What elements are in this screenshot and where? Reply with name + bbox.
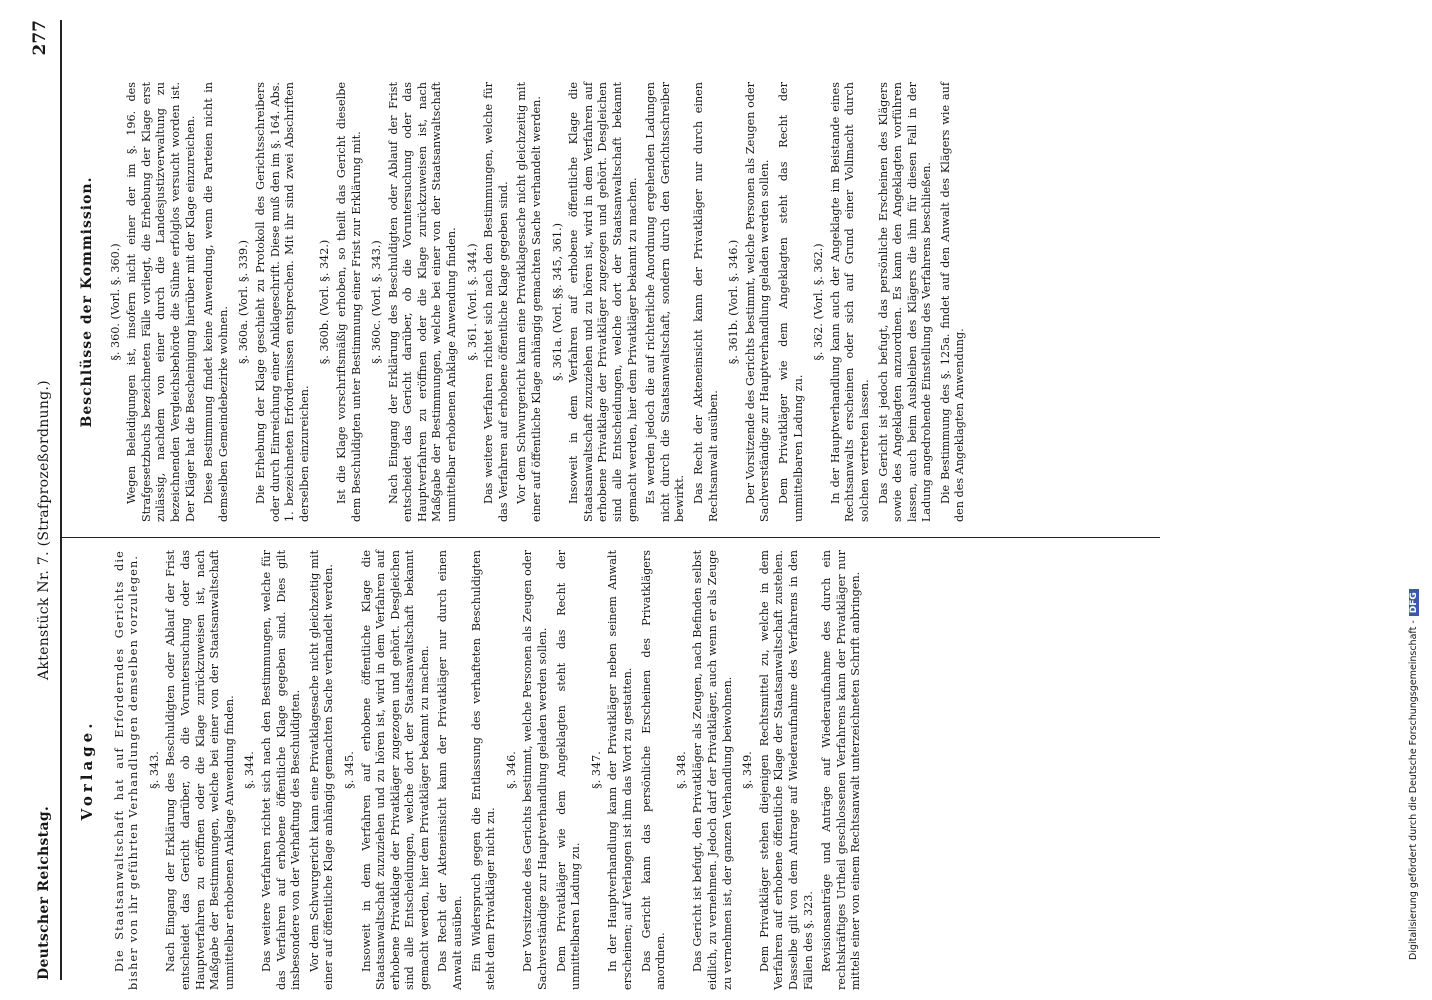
section-paragraph: Das Gericht kann das persönliche Erscheinen des Privatklägers anordnen. — [639, 550, 668, 990]
section-paragraph: Nach Eingang der Erklärung des Beschuldigten oder Ablauf der Frist entscheidet das Gericht darüber, ob die Voruntersuchung oder das Hauptverfahren zu eröffnen oder die Klage zurückzuweisen ist, nach Maßgabe der Bestimmungen, welche bei einer von der Staatsanwaltschaft unmittelbar erhobenen Anklage Anwendung finden. — [164, 550, 236, 990]
section-heading: §. 361b. (Vorl. §. 346.) — [727, 239, 741, 365]
section-heading: §. 346. — [504, 751, 518, 789]
left-column-title: Vorlage. — [78, 719, 96, 821]
section-heading: §. 360b. (Vorl. §. 342.) — [318, 239, 332, 365]
section-paragraph: Vor dem Schwurgericht kann eine Privatklagesache nicht gleichzeitig mit einer auf öffentliche Klage anhängig gemachten Sache verhandelt werden. — [515, 82, 544, 522]
section-heading: §. 345. — [342, 751, 356, 789]
section-heading: §. 360a. (Vorl. §. 339.) — [237, 240, 251, 365]
header-rule — [60, 20, 62, 980]
section-paragraph: In der Hauptverhandlung kann auch der Angeklagte im Beistande eines Rechtsanwalts erscheinen oder sich auf Grund einer Vollmacht durch solchen vertreten lassen. — [828, 82, 871, 522]
left-sections — [148, 550, 864, 990]
header-left: Deutscher Reichstag. — [36, 805, 52, 980]
section-paragraph: Ist die Klage vorschriftsmäßig erhoben, so theilt das Gericht dieselbe dem Beschuldigten unter Bestimmung einer Frist zur Erklärung mit. — [334, 82, 363, 522]
right-column — [68, 82, 972, 522]
section-heading: §. 360c. (Vorl. §. 343.) — [370, 240, 384, 364]
section-paragraph: Revisionsanträge und Anträge auf Wiederaufnahme des durch ein rechtskräftiges Urtheil geschlossenen Verfahrens kann der Privatkläger nur mittels einer von einem Rechtsanwalt unterzeichneten Schrift anbringen. — [820, 550, 863, 990]
section-paragraph: In der Hauptverhandlung kann der Privatkläger neben seinem Anwalt erscheinen; auf Verlangen ist ihm das Wort zu gestatten. — [606, 550, 634, 990]
section-paragraph: Das Gericht ist befugt, den Privatkläger als Zeugen, nach Befinden selbst eidlich, zu vernehmen. Jedoch darf der Privatkläger, auch wenn er als Zeuge zu vernehmen ist, der ganzen Verhandlung beiwohnen. — [691, 550, 734, 990]
section-paragraph: Diese Bestimmung findet keine Anwendung, wenn die Parteien nicht in demselben Gemeindebezirke wohnen. — [202, 82, 230, 522]
section-paragraph: Der Vorsitzende des Gerichts bestimmt, welche Personen als Zeugen oder Sachverständige zur Hauptverhandlung geladen werden sollen. — [521, 550, 550, 990]
digitization-stamp — [1408, 40, 1419, 960]
page-number: 277 — [30, 20, 50, 56]
section-heading: §. 362. (Vorl. §. 362.) — [812, 243, 826, 361]
section-paragraph: Insoweit in dem Verfahren auf erhobene öffentliche Klage die Staatsanwaltschaft zuzuziehen und zu hören ist, wird in dem Verfahren auf erhobene Privatklage der Privatkläger zugezogen und gehört. Desgleichen sind alle Entscheidungen, welche dort der Staatsanwaltschaft bekannt gemacht werden, hier dem Privatkläger bekannt zu machen. — [567, 82, 639, 522]
section-paragraph: Das weitere Verfahren richtet sich nach den Bestimmungen, welche für das Verfahren auf erhobene öffentliche Klage gegeben sind. — [482, 82, 510, 522]
section-paragraph: Der Vorsitzende des Gerichts bestimmt, welche Personen als Zeugen oder Sachverständige zur Hauptverhandlung geladen werden sollen. — [743, 82, 772, 522]
section-heading: §. 360. (Vorl. §. 360.) — [108, 243, 122, 361]
section-heading: §. 347. — [589, 751, 603, 789]
section-paragraph: Das Recht der Akteneinsicht kann der Privatkläger nur durch einen Rechtsanwalt ausüben. — [691, 82, 720, 522]
section-heading: §. 361. (Vorl. §. 344.) — [465, 243, 479, 361]
section-paragraph: Die Bestimmung des §. 125a. findet auf den Anwalt des Klägers wie auf den des Angeklagten Anwendung. — [938, 82, 967, 522]
intro-paragraph: Die Staatsanwaltschaft hat auf Erforderndes Gerichts die bisher von ihr geführten Verhandlungen demselben vorzulegen. — [112, 550, 141, 990]
section-paragraph: Insoweit in dem Verfahren auf erhobene öffentliche Klage die Staatsanwaltschaft zuzuziehen und zu hören ist, wird in dem Verfahren auf erhobene Privatklage der Privatkläger zugezogen und gehört. Desgleichen sind alle Entscheidungen, welche dort der Staatsanwaltschaft bekannt gemacht werden, hier dem Privatkläger bekannt zu machen. — [359, 550, 431, 990]
section-paragraph: Ein Widerspruch gegen die Entlassung des verhafteten Beschuldigten steht dem Privatkläger nicht zu. — [469, 550, 498, 990]
section-paragraph: Die Erhebung der Klage geschieht zu Protokoll des Gerichtsschreibers oder durch Einreichung einer Anklageschrift. Diese muß den im §. 164. Abs. 1. bezeichneten Erfordernissen entsprechen. Mit ihr sind zwei Abschriften derselben einzureichen. — [253, 82, 311, 522]
section-paragraph: Dem Privatkläger stehen diejenigen Rechtsmittel zu, welche in dem Verfahren auf erhobene öffentliche Klage der Staatsanwaltschaft zustehen. Dasselbe gilt von dem Antrage auf Wiederaufnahme des Verfahrens in den Fällen des §. 323. — [757, 550, 815, 990]
section-paragraph: Es werden jedoch die auf richterliche Anordnung ergehenden Ladungen nicht durch die Staatsanwaltschaft, sondern durch den Gerichtsschreiber bewirkt. — [644, 82, 687, 522]
section-paragraph: Dem Privatkläger wie dem Angeklagten steht das Recht der unmittelbaren Ladung zu. — [776, 82, 805, 522]
stamp-text: Digitalisierung gefördert durch die Deutsche Forschungsgemeinschaft - — [1408, 620, 1419, 960]
left-column — [68, 550, 868, 990]
section-paragraph: Das Recht der Akteneinsicht kann der Privatkläger nur durch einen Anwalt ausüben. — [436, 550, 465, 990]
dfg-logo: DFG — [1409, 589, 1419, 616]
section-paragraph: Wegen Beleidigungen ist, insofern nicht einer der im §. 196. des Strafgesetzbuchs bezeichneten Fälle vorliegt, die Erhebung der Klage erst zulässig, nachdem von einer durch die Landesjustizverwaltung zu bezeichnenden Vergleichsbehörde die Sühne erfolglos versucht worden ist. Der Kläger hat die Bescheinigung hierüber mit der Klage einzureichen. — [125, 82, 197, 522]
section-heading: §. 343. — [147, 751, 161, 789]
page-header — [30, 20, 62, 980]
section-paragraph: Das weitere Verfahren richtet sich nach den Bestimmungen, welche für das Verfahren auf erhobene öffentliche Klage gegeben sind. Dies gilt insbesondere von der Verhaftung des Beschuldigten. — [259, 550, 303, 990]
right-sections — [109, 82, 968, 522]
section-paragraph: Dem Privatkläger wie dem Angeklagten steht das Recht der unmittelbaren Ladung zu. — [554, 550, 583, 990]
column-divider — [60, 537, 1160, 538]
section-paragraph: Das Gericht ist jedoch befugt, das persönliche Erscheinen des Klägers sowie des Angeklagten anzuordnen. Es kann den Angeklagten vorführen lassen, auch beim Ausbleiben des Klägers die ihm für diesen Fall in der Ladung angedrohende Einstellung des Verfahrens beschließen. — [876, 82, 934, 522]
section-heading: §. 361a. (Vorl. §§. 345, 361.) — [550, 222, 564, 382]
header-center: Aktenstück Nr. 7. (Strafprozeßordnung.) — [36, 380, 52, 680]
section-paragraph: Vor dem Schwurgericht kann eine Privatklagesache nicht gleichzeitig mit einer auf öffentliche Klage anhängig gemachten Sache verhandelt werden. — [307, 550, 336, 990]
section-heading: §. 349. — [741, 751, 755, 789]
section-heading: §. 348. — [674, 751, 688, 789]
section-heading: §. 344. — [243, 751, 257, 789]
right-column-title: Beschlüsse der Kommission. — [79, 176, 95, 428]
section-paragraph: Nach Eingang der Erklärung des Beschuldigten oder Ablauf der Frist entscheidet das Gericht darüber, ob die Voruntersuchung oder das Hauptverfahren zu eröffnen oder die Klage zurückzuweisen ist, nach Maßgabe der Bestimmungen, welche bei einer von der Staatsanwaltschaft unmittelbar erhobenen Anklage Anwendung finden. — [386, 82, 459, 522]
